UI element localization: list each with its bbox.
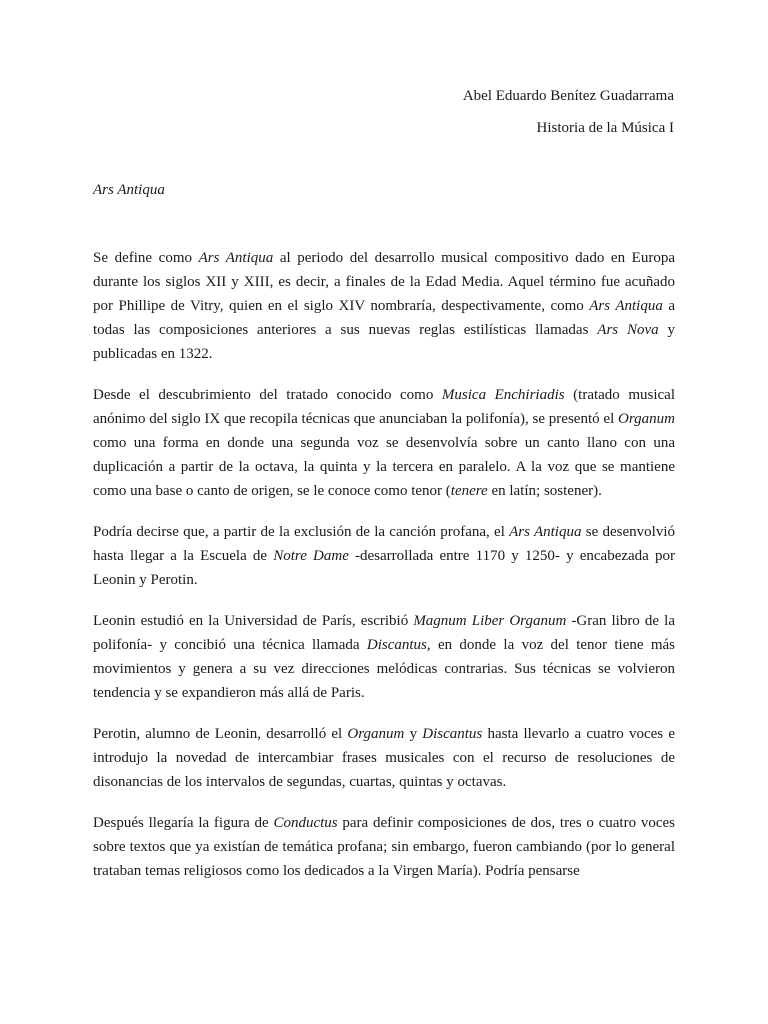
italic-term: Discantus: [366, 637, 427, 653]
text-run: para definir composiciones de dos, tres o cuatro voces sobre textos que ya existían de temática profana; sin embargo, fueron cambiando (por lo general trataban temas religiosos como los dedicados a la Virgen María). Podría pensarse: [93, 815, 675, 879]
italic-term: Ars Antiqua: [509, 524, 582, 540]
body-paragraph: [93, 383, 675, 503]
text-run: en latín; sostener).: [487, 483, 602, 499]
body-paragraph: [93, 520, 675, 592]
italic-term: Organum: [347, 726, 405, 742]
italic-term: Organum: [618, 411, 675, 427]
text-run: , en donde la voz del tenor tiene más movimientos y genera a su vez direcciones melódicas contrarias. Sus técnicas se volvieron tendencia y se expandieron más allá de Paris.: [93, 637, 675, 701]
text-run: se desenvolvió hasta llegar a la Escuela de: [93, 524, 675, 564]
text-run: y publicadas en 1322.: [93, 322, 676, 362]
text-run: Podría decirse que, a partir de la exclusión de la canción profana, el: [93, 524, 510, 540]
text-run: -Gran libro de la polifonía- y concibió una técnica llamada: [93, 613, 675, 653]
course-name: Historia de la Música I: [536, 120, 674, 136]
author-name: Abel Eduardo Benítez Guadarrama: [462, 88, 674, 104]
body-paragraph: [93, 609, 675, 705]
text-run: Desde el descubrimiento del tratado conocido como: [93, 387, 442, 403]
italic-term: Ars Antiqua: [198, 250, 274, 266]
text-run: a todas las composiciones anteriores a sus nuevas reglas estilísticas llamadas: [93, 298, 675, 338]
italic-term: Magnum Liber Organum: [413, 613, 567, 629]
italic-term: Musica Enchiriadis: [441, 387, 565, 403]
body-paragraph: [93, 722, 675, 794]
document-title: Ars Antiqua: [93, 182, 165, 198]
italic-term: Ars Antiqua: [589, 298, 663, 314]
italic-term: Conductus: [273, 815, 338, 831]
text-run: (tratado musical anónimo del siglo IX que recopila técnicas que anunciaban la polifonía), se presentó el: [93, 387, 675, 427]
body-paragraph: [93, 246, 675, 366]
text-run: y: [404, 726, 423, 742]
text-run: hasta llevarlo a cuatro voces e introdujo la novedad de intercambiar frases musicales con el recurso de resoluciones de disonancias de los intervalos de segundas, cuartas, quintas y octavas.: [93, 726, 675, 790]
italic-term: Discantus: [422, 726, 483, 742]
document-body: [93, 246, 675, 883]
text-run: -desarrollada entre 1170 y 1250- y encabezada por Leonin y Perotin.: [93, 548, 675, 588]
italic-term: Notre Dame: [273, 548, 349, 564]
text-run: Después llegaría la figura de: [93, 815, 274, 831]
text-run: Leonin estudió en la Universidad de París, escribió: [93, 613, 414, 629]
text-run: como una forma en donde una segunda voz se desenvolvía sobre un canto llano con una duplicación a partir de la octava, la quinta y la tercera en paralelo. A la voz que se mantiene como una base o canto de origen, se le conoce como tenor (: [93, 435, 675, 499]
text-run: Se define como: [93, 250, 199, 266]
text-run: Perotin, alumno de Leonin, desarrolló el: [93, 726, 348, 742]
italic-term: Ars Nova: [597, 322, 659, 338]
italic-term: tenere: [450, 483, 488, 499]
body-paragraph: [93, 811, 675, 883]
text-run: al periodo del desarrollo musical compositivo dado en Europa durante los siglos XII y XIII, es decir, a finales de la Edad Media. Aquel término fue acuñado por Phillipe de Vitry, quien en el siglo XIV nombraría, despectivamente, como: [93, 250, 675, 314]
